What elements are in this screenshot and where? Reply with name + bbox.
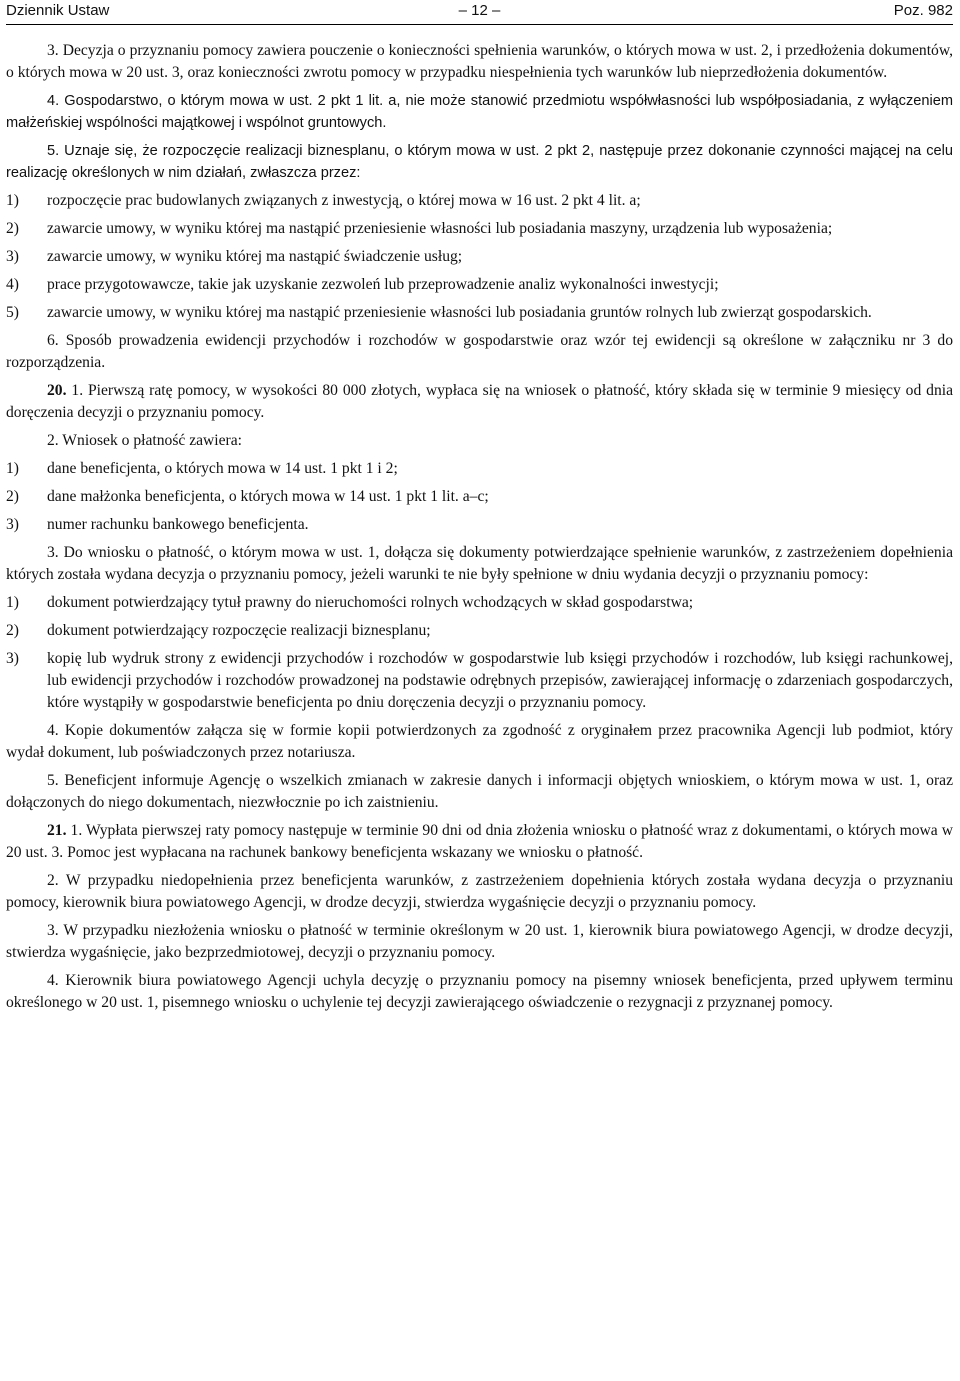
section-20-paragraph-3: 3. Do wniosku o płatność, o którym mowa w ust. 1, dołącza się dokumenty potwierdzające spełnienie warunków, z zastrzeżeniem dopełnienia których została wydana decyzja o przyznaniu pomocy, jeżeli warunki te nie były spełnione w dniu wydania decyzji o przyznaniu pomocy: (6, 544, 953, 583)
section-21-mark: 21. (47, 822, 67, 839)
section-21-paragraph-2: 2. W przypadku niedopełnienia przez beneficjenta warunków, z zastrzeżeniem dopełnienia których została wydana decyzja o przyznaniu pomocy, kierownik biura powiatowego Agencji, w drodze decyzji, stwierdza wygaśnięcie decyzji o przyznaniu pomocy. (6, 872, 953, 911)
list-item: 3) numer rachunku bankowego beneficjenta. (6, 516, 309, 533)
list-19-5 (6, 190, 953, 324)
paragraph-19-3: 3. Decyzja o przyznaniu pomocy zawiera pouczenie o konieczności spełnienia warunków, o których mowa w ust. 2, i przedłożenia dokumentów, o których mowa w 20 ust. 3, oraz konieczności zwrotu pomocy w przypadku niespełnienia tych warunków lub nieprzedłożenia dokumentów. (6, 42, 953, 81)
list-item: 3) zawarcie umowy, w wyniku której ma nastąpić świadczenie usług; (6, 248, 463, 265)
section-20-mark: 20. (47, 382, 67, 399)
list-item: 5) zawarcie umowy, w wyniku której ma nastąpić przeniesienie własności lub posiadania gruntów rolnych lub zwierząt gospodarskich. (6, 304, 872, 321)
section-21-paragraph-4: 4. Kierownik biura powiatowego Agencji uchyla decyzję o przyznaniu pomocy na pisemny wniosek beneficjenta, przed upływem terminu określonego w 20 ust. 1, pisemnego wniosku o uchylenie tej decyzji zawierającego oświadczenie o rezygnacji z przyznanej pomocy. (6, 972, 953, 1011)
section-20-paragraph-5: 5. Beneficjent informuje Agencję o wszelkich zmianach w zakresie danych i informacji objętych wnioskiem, o którym mowa w ust. 1, oraz dołączonych do niego dokumentach, niezwłocznie po ich zaistnieniu. (6, 772, 953, 811)
list-item: 1) rozpoczęcie prac budowlanych związanych z inwestycją, o której mowa w 16 ust. 2 pkt 4 lit. a; (6, 192, 641, 209)
position-number: Poz. 982 (893, 2, 953, 19)
journal-title: Dziennik Ustaw (6, 2, 110, 19)
page-number: – 12 – (458, 2, 501, 19)
list-item: 2) dane małżonka beneficjenta, o których mowa w 14 ust. 1 pkt 1 lit. a–c; (6, 488, 489, 505)
page-header (6, 0, 953, 25)
section-20-paragraph-1: 20. 1. Pierwszą ratę pomocy, w wysokości 80 000 złotych, wypłaca się na wniosek o płatność, który składa się w terminie 9 miesięcy od dnia doręczenia decyzji o przyznaniu pomocy. (6, 382, 953, 421)
list-20-2 (6, 458, 953, 536)
paragraph-19-6: 6. Sposób prowadzenia ewidencji przychodów i rozchodów w gospodarstwie oraz wzór tej ewidencji są określone w załączniku nr 3 do rozporządzenia. (6, 332, 953, 371)
section-20-paragraph-4: 4. Kopie dokumentów załącza się w formie kopii potwierdzonych za zgodność z oryginałem przez pracownika Agencji lub podmiot, który wydał dokument, lub poświadczonych przez notariusza. (6, 722, 953, 761)
list-item: 2) dokument potwierdzający rozpoczęcie realizacji biznesplanu; (6, 622, 431, 639)
section-21-paragraph-3: 3. W przypadku niezłożenia wniosku o płatność w terminie określonym w 20 ust. 1, kierownik biura powiatowego Agencji, w drodze decyzji, stwierdza wygaśnięcie, jako bezprzedmiotowej, decyzji o przyznaniu pomocy. (6, 922, 953, 961)
section-20-paragraph-2: 2. Wniosek o płatność zawiera: (47, 432, 243, 449)
paragraph-19-5: 5. Uznaje się, że rozpoczęcie realizacji biznesplanu, o którym mowa w ust. 2 pkt 2, następuje przez dokonanie czynności mającej na celu realizację określonych w nim działań, zwłaszcza przez: (6, 143, 953, 181)
list-item: 2) zawarcie umowy, w wyniku której ma nastąpić przeniesienie własności lub posiadania maszyny, urządzenia lub wyposażenia; (6, 220, 833, 237)
list-item: 4) prace przygotowawcze, takie jak uzyskanie zezwoleń lub przeprowadzenie analiz wykonalności inwestycji; (6, 276, 719, 293)
document-body (6, 25, 953, 1014)
list-item: 1) dokument potwierdzający tytuł prawny do nieruchomości rolnych wchodzących w skład gospodarstwa; (6, 594, 694, 611)
list-item: 3) kopię lub wydruk strony z ewidencji przychodów i rozchodów w gospodarstwie lub księgi przychodów i rozchodów, lub księgi rachunkowej, lub ewidencji przychodów i rozchodów prowadzonej na podstawie odrębnych przepisów, zawierającej informację o zdarzeniach gospodarczych, które wystąpiły w gospodarstwie beneficjenta po dniu doręczenia decyzji o przyznaniu pomocy. (6, 650, 953, 711)
list-item: 1) dane beneficjenta, o których mowa w 14 ust. 1 pkt 1 i 2; (6, 460, 398, 477)
paragraph-19-4: 4. Gospodarstwo, o którym mowa w ust. 2 pkt 1 lit. a, nie może stanowić przedmiotu współwłasności lub współposiadania, z wyłączeniem małżeńskiej wspólności majątkowej i wspólnot gruntowych. (6, 93, 953, 131)
section-21-paragraph-1: 21. 1. Wypłata pierwszej raty pomocy następuje w terminie 90 dni od dnia złożenia wniosku o płatność wraz z dokumentami, o których mowa w 20 ust. 3. Pomoc jest wypłacana na rachunek bankowy beneficjenta wskazany we wniosku o płatność. (6, 822, 953, 861)
list-20-3 (6, 592, 953, 714)
